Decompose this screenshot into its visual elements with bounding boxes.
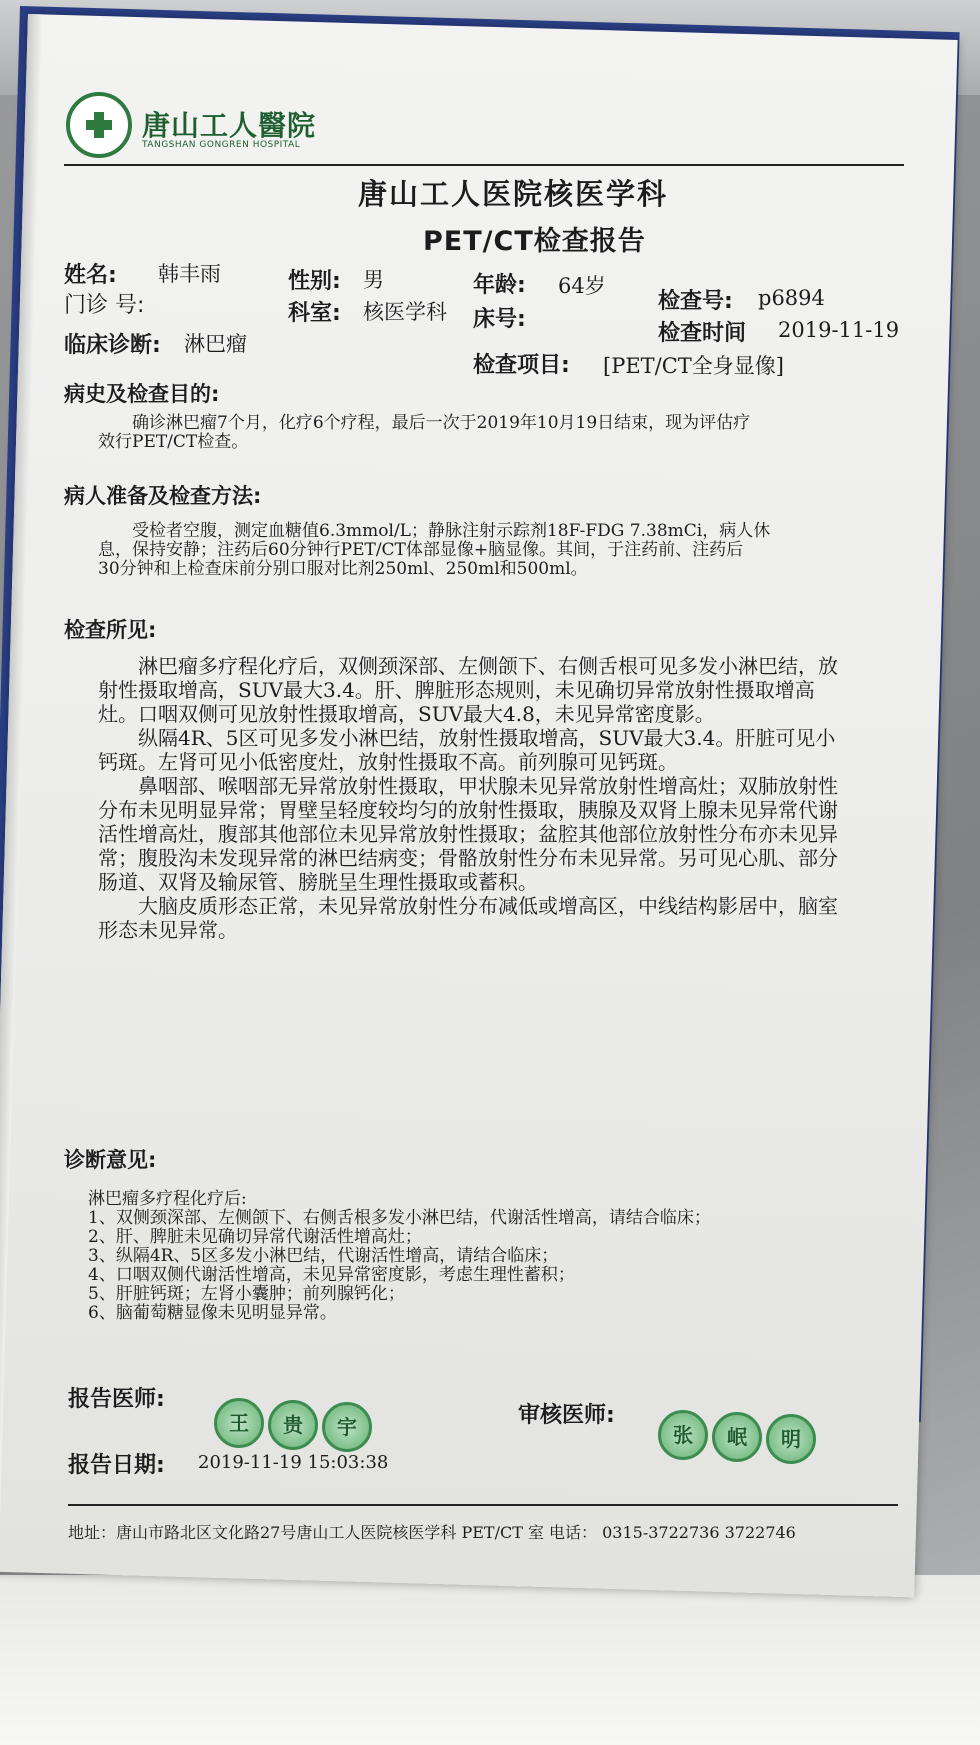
findings-text bbox=[98, 654, 848, 942]
findings-paragraph: 纵隔4R、5区可见多发小淋巴结，放射性摄取增高，SUV最大3.4。肝脏可见小钙斑。左肾可见小低密度灶，放射性摄取不高。前列腺可见钙斑。 bbox=[98, 726, 836, 774]
diagnosis-line: 1、双侧颈深部、左侧颌下、右侧舌根多发小淋巴结，代谢活性增高，请结合临床； bbox=[87, 1208, 711, 1228]
footer-address: 地址：唐山市路北区文化路27号唐山工人医院核医学科 PET/CT 室 电话： 0315-3722736 3722746 bbox=[68, 1523, 796, 1542]
footer-divider bbox=[68, 1504, 898, 1506]
gender-label: 性别: bbox=[288, 269, 341, 294]
reviewer-stamp: 岷 bbox=[712, 1412, 762, 1462]
reporter-label: 报告医师: bbox=[67, 1387, 165, 1412]
diagnosis-line: 6、脑葡萄糖显像未见明显异常。 bbox=[88, 1303, 337, 1323]
bed-label: 床号: bbox=[473, 307, 526, 332]
reporter-stamp: 贵 bbox=[268, 1400, 318, 1450]
diagnosis-line: 3、纵隔4R、5区多发小淋巴结，代谢活性增高，请结合临床； bbox=[88, 1246, 559, 1266]
exam-time: 2019-11-19 bbox=[778, 318, 900, 342]
history-line: 效行PET/CT检查。 bbox=[98, 432, 249, 452]
hospital-emblem-icon bbox=[66, 92, 132, 158]
history-text bbox=[98, 414, 858, 452]
patient-age: 64岁 bbox=[558, 274, 606, 298]
findings-paragraph: 鼻咽部、喉咽部无异常放射性摄取，甲状腺未见异常放射性增高灶；双肺放射性分布未见明显异常；胃壁呈轻度较均匀的放射性摄取，胰腺及双肾上腺未见异常代谢活性增高灶，腹部其他部位未见异常放射性摄取；盆腔其他部位放射性分布亦未见异常；腹股沟未发现异常的淋巴结病变；骨骼放射性分布未见异常。另可见心肌、部分肠道、双肾及输尿管、膀胱呈生理性摄取或蓄积。 bbox=[98, 774, 838, 894]
diagnosis-line: 2、肝、脾脏未见确切异常代谢活性增高灶； bbox=[87, 1227, 422, 1247]
method-line: 30分钟和上检查床前分别口服对比剂250ml、250ml和500ml。 bbox=[98, 559, 588, 579]
method-heading: 病人准备及检查方法: bbox=[64, 484, 262, 508]
exam-number: p6894 bbox=[758, 286, 825, 310]
reporter-stamp: 王 bbox=[214, 1398, 264, 1448]
exam-time-label: 检查时间 bbox=[658, 321, 747, 346]
outpatient-label: 门诊 号: bbox=[64, 293, 145, 318]
method-line: 息，保持安静；注药后60分钟行PET/CT体部显像+脑显像。其间，于注药前、注药后 bbox=[98, 540, 744, 560]
patient-dept: 核医学科 bbox=[363, 300, 447, 324]
dept-label: 科室: bbox=[288, 301, 341, 326]
findings-paragraph: 淋巴瘤多疗程化疗后，双侧颈深部、左侧颌下、右侧舌根可见多发小淋巴结，放射性摄取增高，SUV最大3.4。肝、脾脏形态规则，未见确切异常放射性摄取增高灶。口咽双侧可见放射性摄取增高，SUV最大4.8，未见异常密度影。 bbox=[97, 654, 838, 726]
method-text bbox=[98, 522, 858, 579]
diagnosis-heading: 诊断意见: bbox=[63, 1148, 157, 1172]
hospital-logo-english: TANGSHAN GONGREN HOSPITAL bbox=[142, 140, 301, 150]
diagnosis-line: 5、肝脏钙斑；左肾小囊肿；前列腺钙化； bbox=[88, 1284, 405, 1304]
bottom-sheet bbox=[0, 1575, 980, 1745]
report-paper bbox=[0, 14, 958, 1597]
report-date: 2019-11-19 15:03:38 bbox=[198, 1452, 389, 1473]
exam-item-label: 检查项目: bbox=[473, 353, 570, 378]
clinical-diagnosis: 淋巴瘤 bbox=[184, 332, 247, 356]
hospital-logo-name: 唐山工人醫院 bbox=[142, 109, 317, 142]
reporter-stamp: 宇 bbox=[322, 1402, 372, 1452]
method-line: 受检者空腹，测定血糖值6.3mmol/L；静脉注射示踪剂18F-FDG 7.38mCi，病人休 bbox=[132, 521, 771, 541]
age-label: 年龄: bbox=[473, 273, 526, 298]
exam-no-label: 检查号: bbox=[658, 289, 733, 314]
clinical-diagnosis-label: 临床诊断: bbox=[64, 333, 161, 358]
findings-heading: 检查所见: bbox=[63, 618, 157, 642]
findings-paragraph: 大脑皮质形态正常，未见异常放射性分布减低或增高区，中线结构影居中，脑室形态未见异常。 bbox=[98, 894, 838, 942]
header-divider bbox=[64, 164, 904, 166]
reviewer-stamp: 明 bbox=[766, 1414, 816, 1464]
name-label: 姓名: bbox=[64, 263, 117, 288]
diagnosis-line: 淋巴瘤多疗程化疗后: bbox=[88, 1189, 247, 1209]
hospital-logo bbox=[66, 86, 326, 166]
report-page bbox=[28, 14, 958, 1572]
report-date-label: 报告日期: bbox=[68, 1453, 165, 1478]
patient-gender: 男 bbox=[363, 268, 384, 292]
exam-item: [PET/CT全身显像] bbox=[603, 354, 785, 378]
diagnosis-line: 4、口咽双侧代谢活性增高，未见异常密度影，考虑生理性蓄积； bbox=[88, 1265, 575, 1285]
department-title: 唐山工人医院核医学科 bbox=[358, 177, 669, 211]
reviewer-label: 审核医师: bbox=[518, 1403, 615, 1428]
report-title: PET/CT检查报告 bbox=[423, 226, 646, 257]
history-heading: 病史及检查目的: bbox=[64, 382, 220, 406]
history-line: 确诊淋巴瘤7个月，化疗6个疗程，最后一次于2019年10月19日结束，现为评估疗 bbox=[132, 413, 751, 433]
diagnosis-list bbox=[88, 1190, 711, 1323]
patient-name: 韩丰雨 bbox=[158, 262, 221, 286]
reviewer-stamp: 张 bbox=[658, 1410, 708, 1460]
